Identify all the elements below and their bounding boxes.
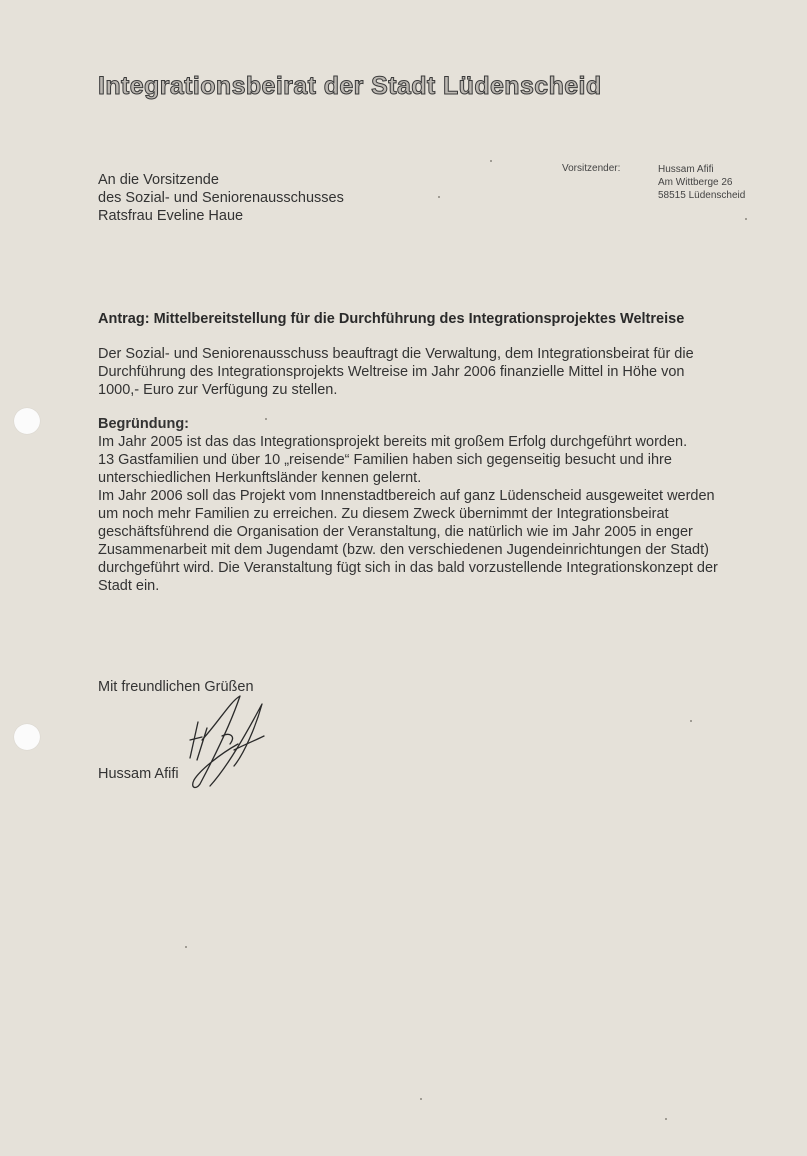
recipient-line: des Sozial- und Seniorenausschusses <box>98 190 344 206</box>
paragraph-line: durchgeführt wird. Die Veranstaltung fügt sich in das bald vorzustellende Integrationskonzept der <box>98 560 718 576</box>
reason-heading: Begründung: <box>98 416 190 432</box>
chair-label: Vorsitzender: <box>562 163 621 174</box>
request-paragraph <box>98 345 758 399</box>
paper-speck <box>745 218 747 220</box>
signer-name: Hussam Afifi <box>98 766 179 782</box>
paragraph-line: 1000,- Euro zur Verfügung zu stellen. <box>98 382 338 398</box>
chair-address <box>658 163 745 202</box>
paragraph-line: Der Sozial- und Seniorenausschuss beauftragt die Verwaltung, dem Integrationsbeirat für die <box>98 346 694 362</box>
subject-line: Antrag: Mittelbereitstellung für die Durchführung des Integrationsprojektes Weltreise <box>98 311 685 327</box>
paragraph-line: Zusammenarbeit mit dem Jugendamt (bzw. den verschiedenen Jugendeinrichtungen der Stadt) <box>98 542 709 558</box>
closing-salutation: Mit freundlichen Grüßen <box>98 679 254 695</box>
paper-speck <box>185 946 187 948</box>
chair-name: Hussam Afifi <box>658 164 714 175</box>
paragraph-line: Im Jahr 2006 soll das Projekt vom Innenstadtbereich auf ganz Lüdenscheid ausgeweitet werden <box>98 488 715 504</box>
recipient-address <box>98 171 344 225</box>
paragraph-line: geschäftsführend die Organisation der Veranstaltung, die natürlich wie im Jahr 2005 in enger <box>98 524 693 540</box>
paper-speck <box>490 160 492 162</box>
paragraph-line: Stadt ein. <box>98 578 160 594</box>
punch-hole-upper <box>14 408 40 434</box>
chair-city: 58515 Lüdenscheid <box>658 190 746 201</box>
reason-paragraph <box>98 433 758 595</box>
paper-speck <box>420 1098 422 1100</box>
paragraph-line: 13 Gastfamilien und über 10 „reisende“ Familien haben sich gegenseitig besucht und ihre <box>98 452 672 468</box>
paragraph-line: Durchführung des Integrationsprojekts Weltreise im Jahr 2006 finanzielle Mittel in Höhe von <box>98 364 685 380</box>
punch-hole-lower <box>14 724 40 750</box>
recipient-line: Ratsfrau Eveline Haue <box>98 208 244 224</box>
recipient-line: An die Vorsitzende <box>98 172 219 188</box>
paragraph-line: unterschiedlichen Herkunftsländer kennen gelernt. <box>98 470 422 486</box>
paper-speck <box>438 196 440 198</box>
paper-speck <box>690 720 692 722</box>
paragraph-line: um noch mehr Familien zu erreichen. Zu diesem Zweck übernimmt der Integrationsbeirat <box>98 506 669 522</box>
handwritten-signature <box>180 690 280 800</box>
paper-speck <box>665 1118 667 1120</box>
chair-street: Am Wittberge 26 <box>658 177 733 188</box>
letterhead-title: Integrationsbeirat der Stadt Lüdenscheid <box>98 72 602 100</box>
paragraph-line: Im Jahr 2005 ist das das Integrationsprojekt bereits mit großem Erfolg durchgeführt worden. <box>98 434 688 450</box>
paper-speck <box>265 418 267 420</box>
